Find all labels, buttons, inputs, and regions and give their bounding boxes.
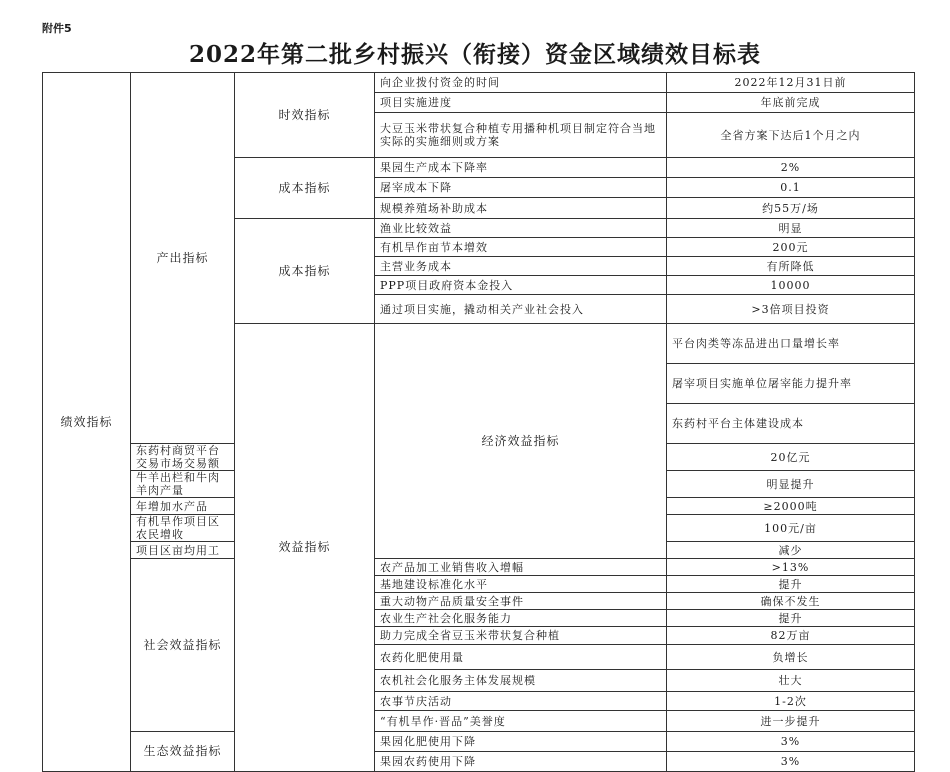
value-cell: 10000 (667, 276, 915, 295)
attachment-label: 附件5 (42, 22, 72, 35)
metric-cell: 屠宰成本下降 (375, 178, 667, 198)
metric-cell: 主营业务成本 (375, 257, 667, 276)
metric-cell: 有机旱作亩节本增效 (375, 238, 667, 257)
level3-cell: 成本指标 (235, 219, 375, 324)
value-cell: 明显提升 (667, 471, 915, 498)
value-cell: >3倍项目投资 (667, 295, 915, 324)
value-cell: 100元/亩 (667, 515, 915, 542)
metric-cell: 基地建设标准化水平 (375, 576, 667, 593)
value-cell: 2022年12月31日前 (667, 73, 915, 93)
level2-output-cell: 产出指标 (131, 73, 235, 444)
metric-cell: 农机社会化服务主体发展规模 (375, 670, 667, 692)
value-cell: 3% (667, 752, 915, 772)
level3-cell: 经济效益指标 (375, 324, 667, 559)
value-cell: 壮大 (667, 670, 915, 692)
value-cell: 约55万/场 (667, 198, 915, 219)
value-cell: 减少 (667, 542, 915, 559)
level3-cell: 社会效益指标 (131, 559, 235, 732)
table-row (43, 73, 915, 93)
metric-cell: 项目区亩均用工 (131, 542, 235, 559)
metric-cell: 平台肉类等冻品进出口量增长率 (667, 324, 915, 364)
metric-cell: 农事节庆活动 (375, 692, 667, 711)
metric-cell: 渔业比较效益 (375, 219, 667, 238)
value-cell: 82万亩 (667, 627, 915, 645)
metric-cell: “有机旱作·晋品”美誉度 (375, 711, 667, 732)
metric-cell: 助力完成全省豆玉米带状复合种植 (375, 627, 667, 645)
metric-cell: 向企业拨付资金的时间 (375, 73, 667, 93)
value-cell: 负增长 (667, 645, 915, 670)
metric-cell: 屠宰项目实施单位屠宰能力提升率 (667, 364, 915, 404)
level3-cell: 时效指标 (235, 73, 375, 158)
metric-cell: 农产品加工业销售收入增幅 (375, 559, 667, 576)
level1-cell: 绩效指标 (43, 73, 131, 772)
value-cell: 200元 (667, 238, 915, 257)
value-cell: 明显 (667, 219, 915, 238)
metric-cell: PPP项目政府资本金投入 (375, 276, 667, 295)
metric-cell: 果园农药使用下降 (375, 752, 667, 772)
metric-cell: 通过项目实施，撬动相关产业社会投入 (375, 295, 667, 324)
value-cell: 全省方案下达后1个月之内 (667, 113, 915, 158)
metric-cell: 果园化肥使用下降 (375, 732, 667, 752)
metric-cell: 果园生产成本下降率 (375, 158, 667, 178)
metric-cell: 牛羊出栏和牛肉羊肉产量 (131, 471, 235, 498)
level3-cell: 成本指标 (235, 158, 375, 219)
value-cell: 有所降低 (667, 257, 915, 276)
value-cell: ≥2000吨 (667, 498, 915, 515)
value-cell: 进一步提升 (667, 711, 915, 732)
metric-cell: 东药村商贸平台交易市场交易额 (131, 444, 235, 471)
level2-benefit-cell: 效益指标 (235, 324, 375, 772)
value-cell: 3% (667, 732, 915, 752)
table-row (43, 732, 915, 752)
value-cell: >13% (667, 559, 915, 576)
metric-cell: 重大动物产品质量安全事件 (375, 593, 667, 610)
value-cell: 提升 (667, 576, 915, 593)
metric-cell: 项目实施进度 (375, 93, 667, 113)
metric-cell: 农业生产社会化服务能力 (375, 610, 667, 627)
page-title: 2022年第二批乡村振兴（衔接）资金区域绩效目标表 (188, 41, 761, 68)
level3-cell: 生态效益指标 (131, 732, 235, 772)
metric-cell: 大豆玉米带状复合种植专用播种机项目制定符合当地实际的实施细则或方案 (375, 113, 667, 158)
value-cell: 0.1 (667, 178, 915, 198)
table-row (43, 559, 915, 576)
value-cell: 20亿元 (667, 444, 915, 471)
metric-cell: 年增加水产品 (131, 498, 235, 515)
performance-table (42, 72, 915, 772)
value-cell: 提升 (667, 610, 915, 627)
value-cell: 1-2次 (667, 692, 915, 711)
metric-cell: 农药化肥使用量 (375, 645, 667, 670)
value-cell: 年底前完成 (667, 93, 915, 113)
metric-cell: 规模养殖场补助成本 (375, 198, 667, 219)
value-cell: 确保不发生 (667, 593, 915, 610)
metric-cell: 有机旱作项目区农民增收 (131, 515, 235, 542)
value-cell: 2% (667, 158, 915, 178)
metric-cell: 东药村平台主体建设成本 (667, 404, 915, 444)
